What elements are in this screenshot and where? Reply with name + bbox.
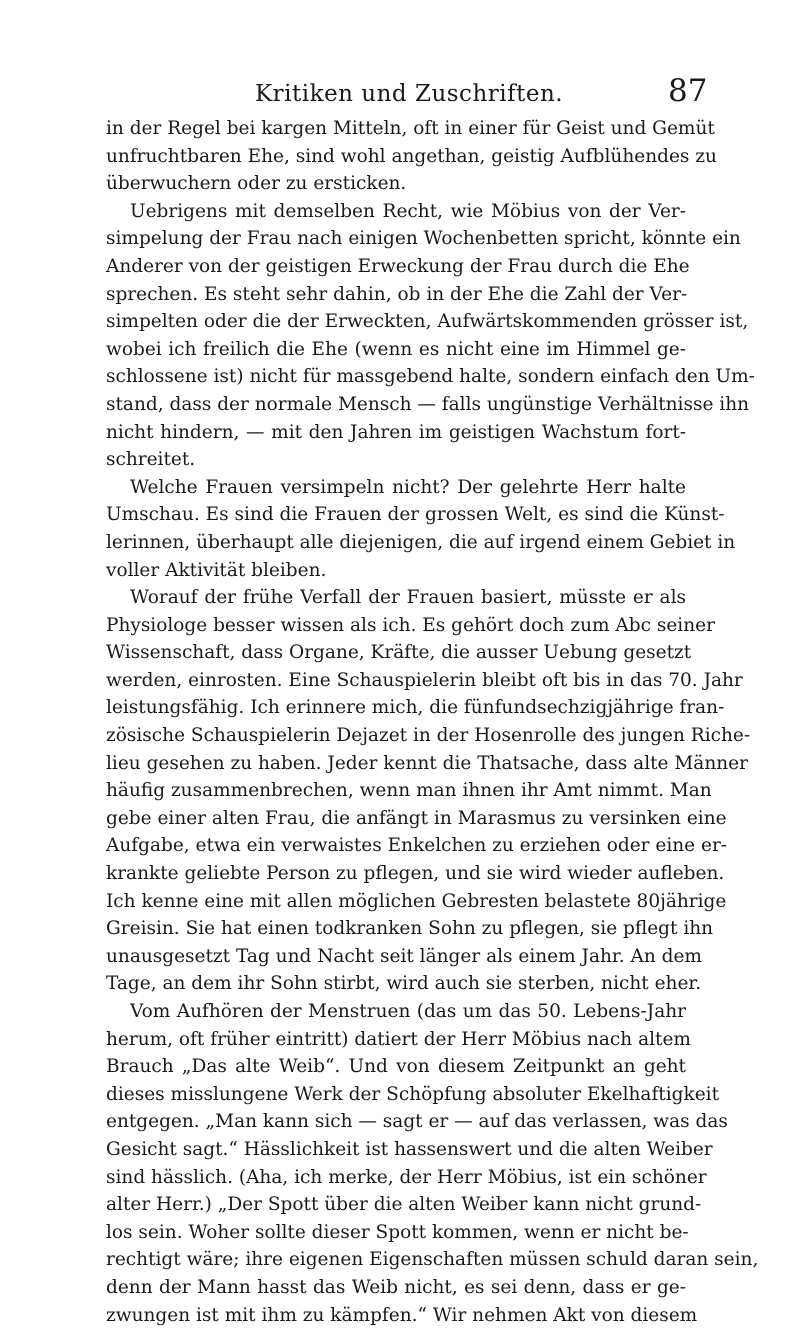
text-line: Worauf der frühe Verfall der Frauen basiert, müsste er als: [130, 587, 686, 609]
text-line: denn der Mann hasst das Weib nicht, es sei denn, dass er ge-: [106, 1276, 686, 1298]
text-line: Vom Aufhören der Menstruen (das um das 50. Lebens-Jahr: [130, 1001, 686, 1022]
text-line: werden, einrosten. Eine Schauspielerin bleibt oft bis in das 70. Jahr: [106, 669, 743, 691]
text-line: simpelung der Frau nach einigen Wochenbetten spricht, könnte ein: [106, 228, 741, 250]
text-line: herum, oft früher eintritt) datiert der Herr Möbius nach altem: [106, 1028, 691, 1050]
text-line: krankte geliebte Person zu pflegen, und sie wird wieder aufleben.: [106, 863, 725, 885]
text-line: dieses misslungene Werk der Schöpfung absoluter Ekelhaftigkeit: [106, 1083, 720, 1105]
body-text: [106, 115, 759, 1329]
text-line: nicht hindern, — mit den Jahren im geistigen Wachstum fort-: [106, 421, 686, 443]
text-line: wobei ich freilich die Ehe (wenn es nicht eine im Himmel ge-: [106, 338, 686, 360]
text-line: häufig zusammenbrechen, wenn man ihnen ihr Amt nimmt. Man: [106, 780, 712, 802]
text-line: simpelten oder die der Erweckten, Aufwärtskommenden grösser ist,: [106, 311, 749, 333]
text-line: Anderer von der geistigen Erweckung der Frau durch die Ehe: [106, 255, 690, 277]
text-line: Aufgabe, etwa ein verwaistes Enkelchen zu erziehen oder eine er-: [106, 835, 728, 857]
text-line: Uebrigens mit demselben Recht, wie Möbius von der Ver-: [130, 200, 686, 222]
text-line: schlossene ist) nicht für massgebend halte, sondern einfach den Um-: [106, 366, 755, 388]
text-line: Ich kenne eine mit allen möglichen Gebresten belastete 80jährige: [106, 890, 727, 912]
text-line: in der Regel bei kargen Mitteln, oft in einer für Geist und Gemüt: [106, 118, 715, 139]
text-line: lerinnen, überhaupt alle diejenigen, die auf irgend einem Gebiet in: [106, 531, 736, 553]
text-line: stand, dass der normale Mensch — falls ungünstige Verhältnisse ihn: [106, 393, 750, 415]
text-line: lieu gesehen zu haben. Jeder kennt die Thatsache, dass alte Männer: [106, 752, 748, 774]
text-line: überwuchern oder zu ersticken.: [106, 173, 407, 195]
text-line: leistungsfähig. Ich erinnere mich, die fünfundsechzigjährige fran-: [106, 697, 725, 719]
text-line: sind hässlich. (Aha, ich merke, der Herr Möbius, ist ein schöner: [106, 1166, 707, 1188]
running-title: Kritiken und Zuschriften.: [255, 81, 564, 107]
text-line: voller Aktivität bleiben.: [106, 559, 327, 581]
text-line: los sein. Woher sollte dieser Spott kommen, wenn er nicht be-: [106, 1221, 689, 1243]
page-number: 87: [668, 73, 708, 109]
text-line: zösische Schauspielerin Dejazet in der Hosenrolle des jungen Riche-: [106, 725, 751, 747]
text-line: gebe einer alten Frau, die anfängt in Marasmus zu versinken eine: [106, 807, 727, 829]
text-line: Welche Frauen versimpeln nicht? Der gelehrte Herr halte: [130, 476, 686, 498]
text-line: Brauch „Das alte Weib“. Und von diesem Zeitpunkt an geht: [106, 1056, 686, 1078]
text-line: zwungen ist mit ihm zu kämpfen.“ Wir nehmen Akt von diesem: [106, 1304, 698, 1326]
text-line: Wissenschaft, dass Organe, Kräfte, die ausser Uebung gesetzt: [106, 642, 692, 664]
text-line: Greisin. Sie hat einen todkranken Sohn zu pflegen, sie pflegt ihn: [106, 918, 714, 940]
text-line: unausgesetzt Tag und Nacht seit länger als einem Jahr. An dem: [106, 945, 702, 967]
text-line: sprechen. Es steht sehr dahin, ob in der Ehe die Zahl der Ver-: [106, 283, 688, 305]
text-line: Gesicht sagt.“ Hässlichkeit ist hassenswert und die alten Weiber: [106, 1138, 713, 1160]
text-line: Umschau. Es sind die Frauen der grossen Welt, es sind die Künst-: [106, 504, 725, 526]
text-line: Tage, an dem ihr Sohn stirbt, wird auch sie sterben, nicht eher.: [106, 973, 702, 995]
text-line: entgegen. „Man kann sich — sagt er — auf das verlassen, was das: [106, 1111, 728, 1133]
text-line: rechtigt wäre; ihre eigenen Eigenschaften müssen schuld daran sein,: [106, 1249, 759, 1271]
text-line: unfruchtbaren Ehe, sind wohl angethan, geistig Aufblühendes zu: [106, 145, 717, 167]
text-line: schreitet.: [106, 449, 196, 471]
text-line: Physiologe besser wissen als ich. Es gehört doch zum Abc seiner: [106, 614, 715, 636]
text-line: alter Herr.) „Der Spott über die alten Weiber kann nicht grund-: [106, 1194, 702, 1216]
